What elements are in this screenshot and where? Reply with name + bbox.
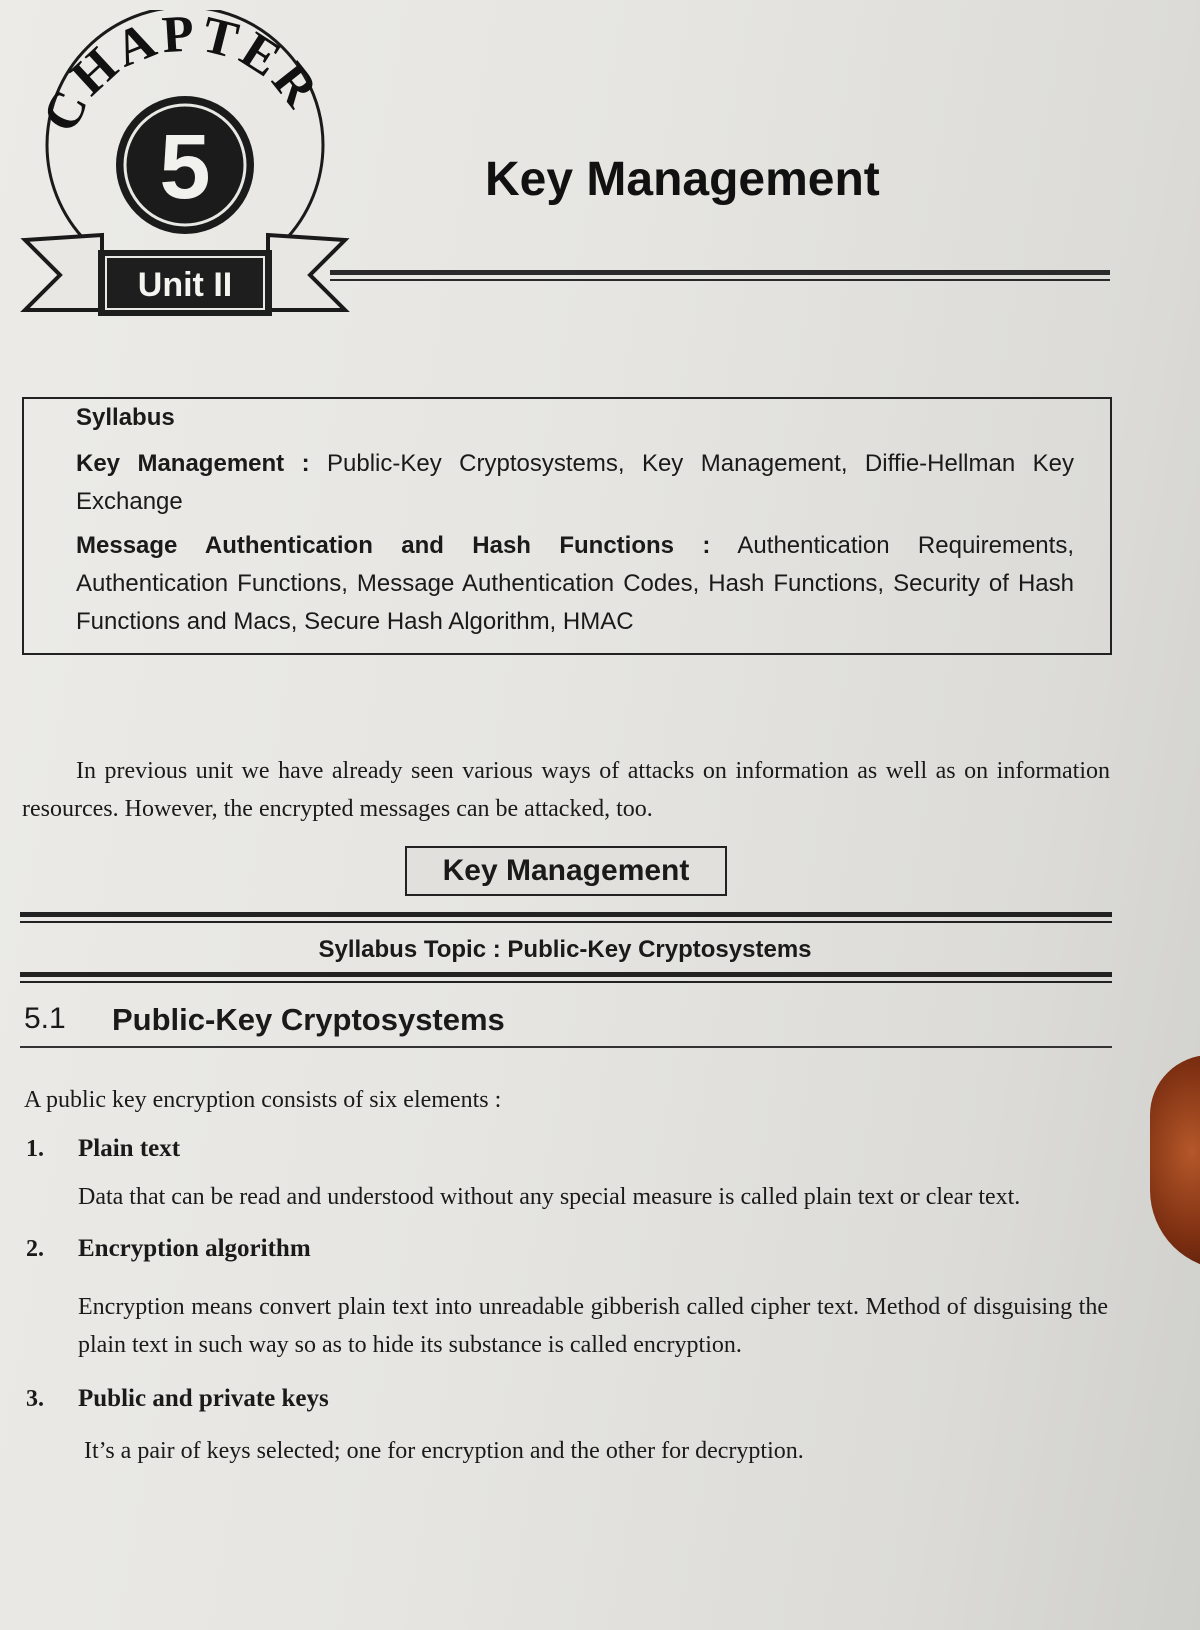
list-item-title: Encryption algorithm — [78, 1235, 311, 1262]
section-title: Public-Key Cryptosystems — [112, 1002, 505, 1037]
syllabus-heading: Syllabus — [76, 404, 175, 431]
unit-label: Unit II — [137, 266, 233, 304]
syllabus-para2-lead: Message Authentication and Hash Functions : — [76, 532, 711, 559]
list-item-number: 3. — [26, 1386, 44, 1412]
list-item-title: Plain text — [78, 1135, 181, 1162]
topic-rule-bottom — [20, 972, 1112, 977]
topic-rule-bottom-thin — [20, 981, 1112, 983]
list-item-number: 2. — [26, 1236, 44, 1262]
chapter-badge — [20, 10, 350, 330]
list-item-description: It’s a pair of keys selected; one for encryption and the other for decryption. — [84, 1438, 804, 1464]
syllabus-para1-lead: Key Management : — [76, 450, 310, 477]
section-rule — [20, 1046, 1112, 1048]
topic-rule-top-thin — [20, 921, 1112, 923]
chapter-word: CHAPTER — [31, 10, 332, 141]
list-item-description: Encryption means convert plain text into unreadable gibberish called cipher text. Method of disguising the plain text in such way so as to hide its substance is called encryption. — [78, 1294, 1108, 1358]
chapter-title: Key Management — [485, 153, 880, 206]
title-rule-thin — [330, 279, 1110, 281]
list-item-description: Data that can be read and understood without any special measure is called plain text or clear text. — [78, 1184, 1021, 1210]
intro-paragraph: In previous unit we have already seen various ways of attacks on information as well as on information resources. However, the encrypted messages can be attacked, too. — [22, 758, 1110, 822]
syllabus-topic: Syllabus Topic : Public-Key Cryptosystems — [318, 936, 812, 963]
boxed-heading: Key Management — [405, 846, 727, 896]
syllabus-para1-text: Public-Key Cryptosystems, Key Management, Diffie-Hellman Key Exchange — [76, 450, 1074, 515]
list-item-number: 1. — [26, 1136, 44, 1162]
chapter-number: 5 — [159, 116, 211, 218]
syllabus-para2-text: Authentication Requirements, Authentication Functions, Message Authentication Codes, Hash Functions, Security of Hash Functions and Macs, Secure Hash Algorithm, HMAC — [76, 532, 1074, 635]
syllabus-message-authentication — [76, 527, 1074, 641]
list-item-title: Public and private keys — [78, 1385, 329, 1412]
finger-photo-artifact — [1150, 1055, 1200, 1270]
section-lead: A public key encryption consists of six elements : — [24, 1087, 502, 1113]
bleed-through-text — [620, 30, 626, 56]
section-number: 5.1 — [24, 1002, 66, 1035]
title-rule — [330, 270, 1110, 275]
topic-rule-top — [20, 912, 1112, 917]
syllabus-key-management — [76, 445, 1074, 521]
syllabus-box — [22, 397, 1112, 655]
